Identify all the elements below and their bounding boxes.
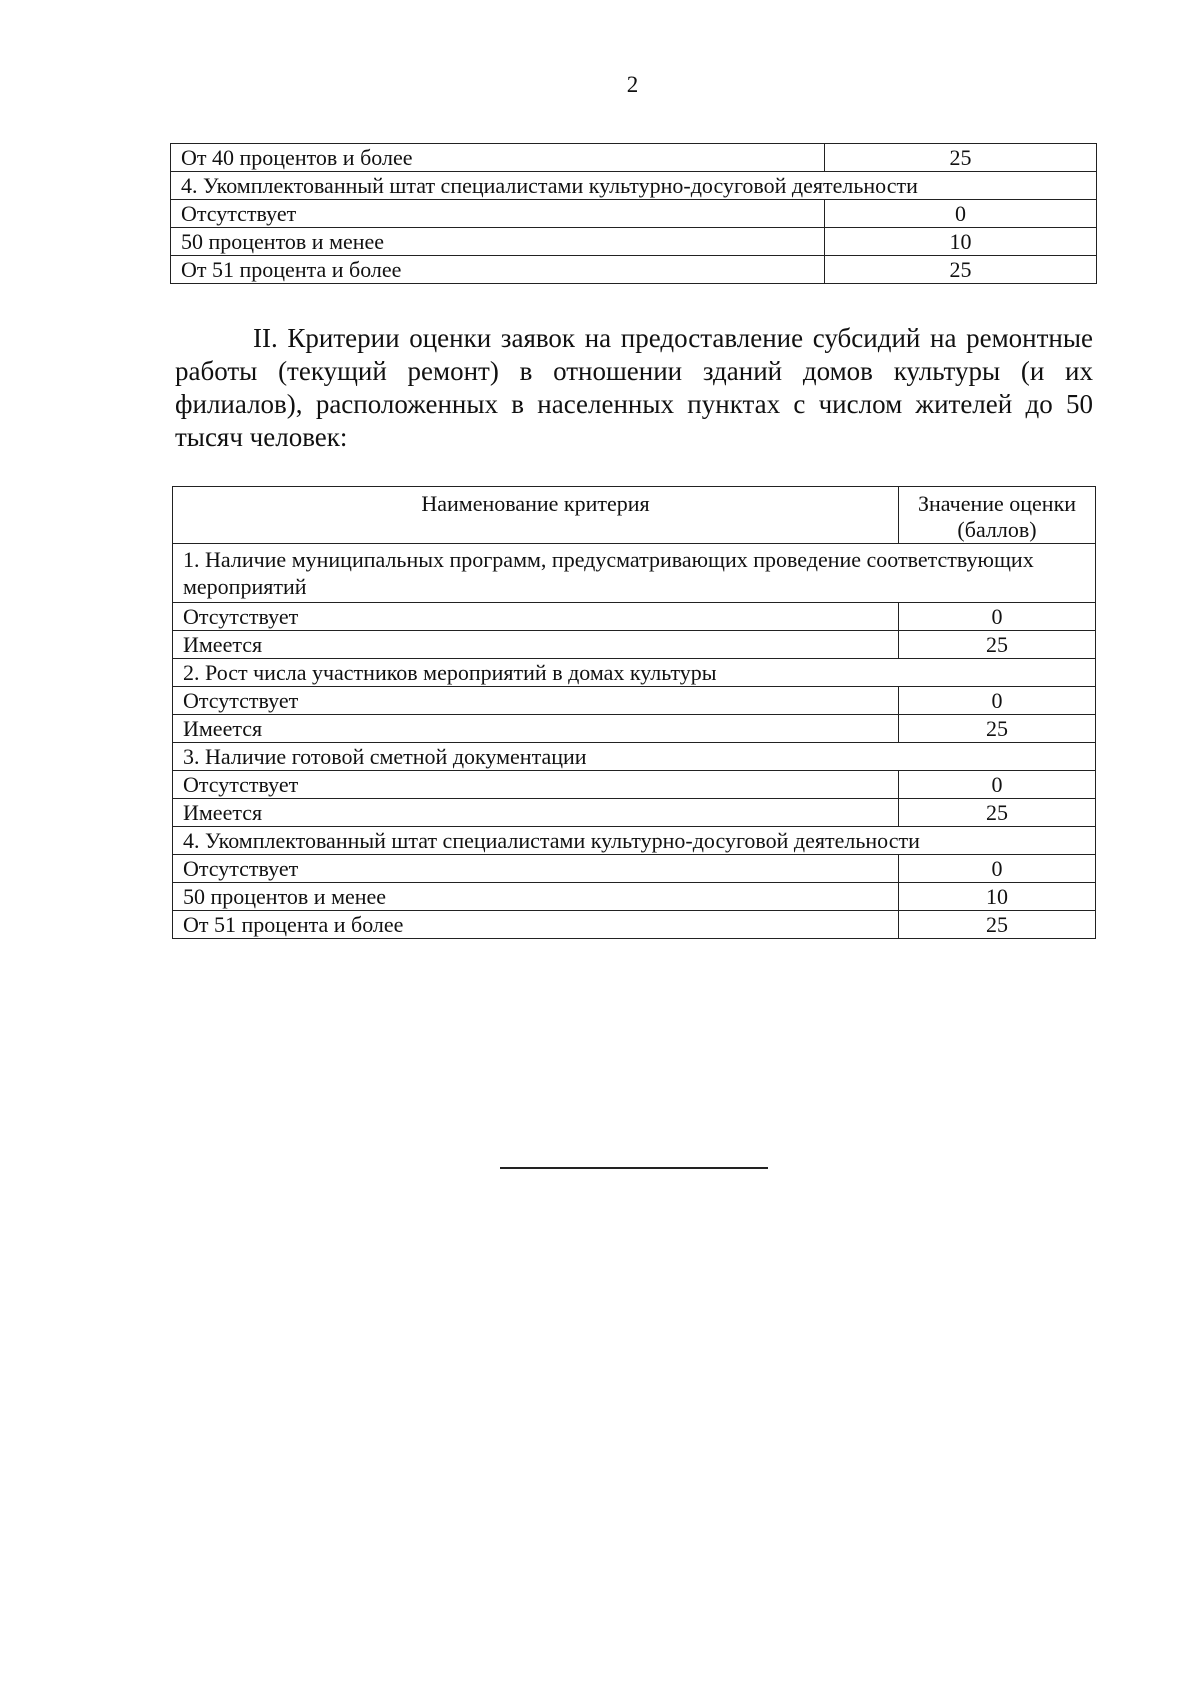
criterion-option-score: 0 (899, 771, 1096, 799)
criterion-title: 1. Наличие муниципальных программ, предусматривающих проведение соответствующих мероприятий (173, 544, 1096, 603)
table-row (173, 883, 1096, 911)
table-row (173, 544, 1096, 603)
criterion-option-score: 0 (899, 687, 1096, 715)
criterion-option-label: Отсутствует (173, 771, 899, 799)
table-row (173, 603, 1096, 631)
criterion-option-label: От 51 процента и более (171, 256, 825, 284)
table-row (173, 911, 1096, 939)
criterion-option-label: От 51 процента и более (173, 911, 899, 939)
table-row (173, 799, 1096, 827)
criterion-option-label: 50 процентов и менее (173, 883, 899, 911)
criterion-title: 3. Наличие готовой сметной документации (173, 743, 1096, 771)
criterion-option-score: 25 (825, 144, 1097, 172)
criterion-option-label: Отсутствует (171, 200, 825, 228)
criterion-option-score: 10 (825, 228, 1097, 256)
criterion-option-score: 25 (899, 911, 1096, 939)
table-row (171, 200, 1097, 228)
table-row (173, 715, 1096, 743)
table-row (171, 256, 1097, 284)
table-row (173, 631, 1096, 659)
criteria-table (172, 486, 1096, 939)
criterion-title: 4. Укомплектованный штат специалистами культурно-досуговой деятельности (171, 172, 1097, 200)
table-row (173, 743, 1096, 771)
criterion-option-score: 0 (899, 855, 1096, 883)
table-row (171, 228, 1097, 256)
criterion-option-label: Отсутствует (173, 687, 899, 715)
criteria-table-continued (170, 143, 1097, 284)
table-row (173, 687, 1096, 715)
criterion-option-score: 0 (825, 200, 1097, 228)
table-header-row (173, 487, 1096, 544)
criterion-option-label: 50 процентов и менее (171, 228, 825, 256)
criterion-option-score: 10 (899, 883, 1096, 911)
table-row (173, 827, 1096, 855)
criterion-option-label: Отсутствует (173, 603, 899, 631)
criterion-option-label: Отсутствует (173, 855, 899, 883)
table-row (173, 659, 1096, 687)
criterion-title: 4. Укомплектованный штат специалистами культурно-досуговой деятельности (173, 827, 1096, 855)
criterion-option-label: Имеется (173, 799, 899, 827)
column-header-criterion: Наименование критерия (173, 487, 899, 544)
criterion-option-label: От 40 процентов и более (171, 144, 825, 172)
criterion-option-score: 25 (899, 631, 1096, 659)
section-heading: II. Критерии оценки заявок на предоставление субсидий на ремонтные работы (текущий ремонт) в отношении зданий домов культуры (и их филиалов), расположенных в населенных пунктах с числом жителей до 50 тысяч человек: (175, 323, 1093, 452)
criterion-title: 2. Рост числа участников мероприятий в домах культуры (173, 659, 1096, 687)
criterion-option-score: 25 (825, 256, 1097, 284)
criterion-option-score: 0 (899, 603, 1096, 631)
page-number: 2 (626, 72, 639, 97)
criterion-option-label: Имеется (173, 715, 899, 743)
criterion-option-label: Имеется (173, 631, 899, 659)
table-row (173, 771, 1096, 799)
table-row (173, 855, 1096, 883)
table-row (171, 144, 1097, 172)
criterion-option-score: 25 (899, 799, 1096, 827)
end-of-document-rule (500, 1167, 768, 1169)
table-row (171, 172, 1097, 200)
column-header-score: Значение оценки (баллов) (899, 487, 1096, 544)
criterion-option-score: 25 (899, 715, 1096, 743)
